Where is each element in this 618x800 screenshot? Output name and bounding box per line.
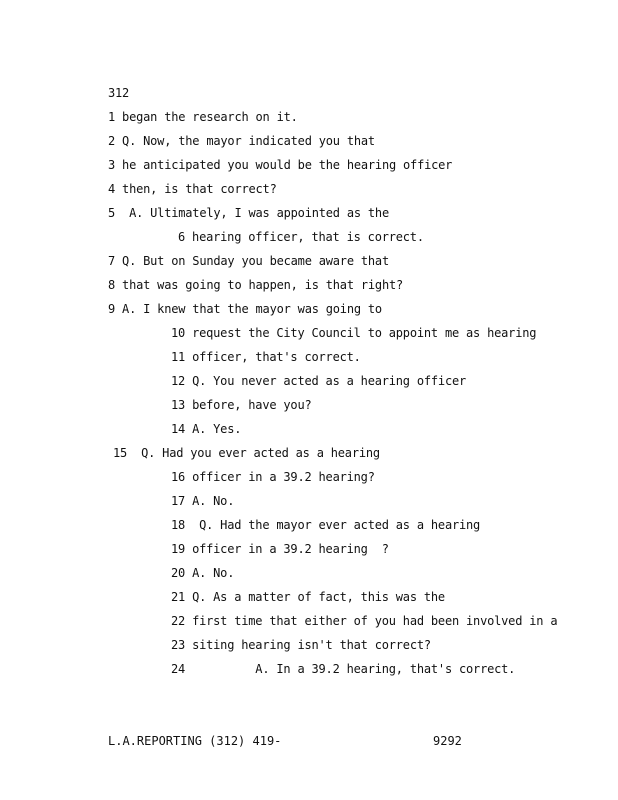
transcript-line-17: 17 A. No. xyxy=(171,494,235,508)
transcript-line-5: 5 A. Ultimately, I was appointed as the xyxy=(108,206,389,220)
transcript-line-10: 10 request the City Council to appoint me as hearing xyxy=(171,326,537,340)
transcript-line-8: 8 that was going to happen, is that right? xyxy=(108,278,404,292)
transcript-line-23: 23 siting hearing isn't that correct? xyxy=(171,638,431,652)
transcript-line-22: 22 first time that either of you had been involved in a xyxy=(171,614,558,628)
transcript-line-20: 20 A. No. xyxy=(171,566,235,580)
transcript-line-15: 15 Q. Had you ever acted as a hearing xyxy=(113,446,380,460)
transcript-line-24: 24 A. In a 39.2 hearing, that's correct. xyxy=(171,662,516,676)
transcript-line-1: 1 began the research on it. xyxy=(108,110,298,124)
transcript-line-14: 14 A. Yes. xyxy=(171,422,242,436)
transcript-line-13: 13 before, have you? xyxy=(171,398,312,412)
transcript-line-2: 2 Q. Now, the mayor indicated you that xyxy=(108,134,375,148)
transcript-line-4: 4 then, is that correct? xyxy=(108,182,277,196)
transcript-line-11: 11 officer, that's correct. xyxy=(171,350,361,364)
transcript-line-18: 18 Q. Had the mayor ever acted as a hearing xyxy=(171,518,481,532)
transcript-line-7: 7 Q. But on Sunday you became aware that xyxy=(108,254,389,268)
transcript-line-21: 21 Q. As a matter of fact, this was the xyxy=(171,590,445,604)
transcript-line-6: 6 hearing officer, that is correct. xyxy=(178,230,424,244)
footer-reporter: L.A.REPORTING (312) 419- xyxy=(108,734,282,748)
transcript-line-12: 12 Q. You never acted as a hearing officer xyxy=(171,374,467,388)
transcript-line-9: 9 A. I knew that the mayor was going to xyxy=(108,302,382,316)
transcript-line-3: 3 he anticipated you would be the hearing officer xyxy=(108,158,453,172)
footer-phone-suffix: 9292 xyxy=(433,734,462,748)
page-number: 312 xyxy=(108,86,130,100)
transcript-line-16: 16 officer in a 39.2 hearing? xyxy=(171,470,375,484)
transcript-line-19: 19 officer in a 39.2 hearing ? xyxy=(171,542,389,556)
